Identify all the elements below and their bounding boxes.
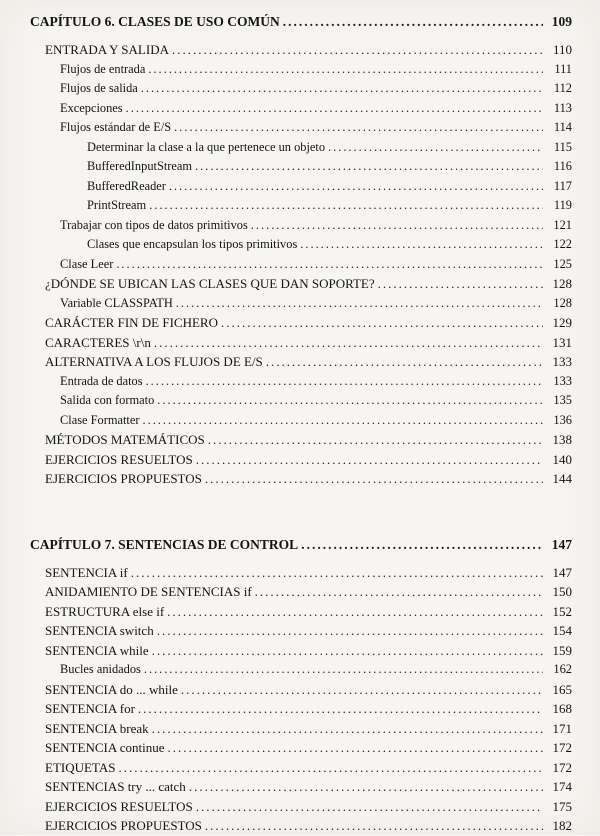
toc-entry-page-number: 182 xyxy=(552,818,572,833)
toc-entry-page-number: 128 xyxy=(553,295,572,310)
toc-entry-label: Clase Leer xyxy=(60,256,114,271)
toc-entry xyxy=(30,582,572,602)
dotted-leader xyxy=(141,79,543,99)
toc-entry-label: SENTENCIA continue xyxy=(45,740,165,755)
toc-entry-label: Flujos de entrada xyxy=(60,61,146,76)
toc-entry xyxy=(30,313,572,333)
dotted-leader xyxy=(176,294,543,314)
toc-entry-label: EJERCICIOS RESUELTOS xyxy=(45,798,193,814)
toc-entry-label: Bucles anidados xyxy=(60,662,141,676)
chapter-heading-page-number: 147 xyxy=(551,536,572,552)
toc-entry xyxy=(30,777,572,797)
toc-entry-label: PrintStream xyxy=(87,198,147,212)
dotted-leader xyxy=(255,582,543,602)
toc-entry-page-number: 144 xyxy=(552,471,572,486)
toc-entry-page-number: 140 xyxy=(552,451,572,467)
toc-entry-page-number: 110 xyxy=(552,42,572,57)
toc-entry xyxy=(30,563,572,583)
toc-entry-label: ESTRUCTURA else if xyxy=(45,603,165,619)
toc-entry xyxy=(30,738,572,758)
toc-entry-page-number: 147 xyxy=(552,564,572,580)
dotted-leader xyxy=(131,563,543,583)
toc-entry-label: Clase Formatter xyxy=(60,412,140,427)
toc-entry-label: ANIDAMIENTO DE SENTENCIAS if xyxy=(45,584,252,599)
toc-entry-label: Entrada de datos xyxy=(60,373,143,388)
toc-entry-page-number: 174 xyxy=(552,779,572,794)
dotted-leader xyxy=(138,699,543,719)
dotted-leader xyxy=(169,177,543,197)
toc-entry-page-number: 116 xyxy=(553,159,572,173)
toc-entry-label: SENTENCIA for xyxy=(45,701,135,716)
toc-entry-page-number: 129 xyxy=(552,315,572,330)
toc-entry xyxy=(30,235,572,255)
toc-entry xyxy=(30,660,572,680)
toc-entry xyxy=(30,294,572,314)
toc-entry-page-number: 154 xyxy=(552,623,572,638)
toc-entry-label: Salida con formato xyxy=(60,393,155,407)
dotted-leader xyxy=(143,411,544,431)
toc-entry-label: CARÁCTER FIN DE FICHERO xyxy=(45,315,218,330)
dotted-leader xyxy=(126,99,543,119)
toc-entry xyxy=(30,621,572,641)
dotted-leader xyxy=(283,12,543,32)
dotted-leader xyxy=(208,430,543,450)
toc-entry xyxy=(30,157,572,177)
toc-entry xyxy=(30,196,572,216)
dotted-leader xyxy=(152,719,543,739)
chapter-heading xyxy=(30,535,572,555)
toc-entry-page-number: 133 xyxy=(553,373,572,388)
dotted-leader xyxy=(378,274,543,294)
toc-entry xyxy=(30,699,572,719)
toc-entry-page-number: 119 xyxy=(553,198,572,212)
toc-entry-label: MÉTODOS MATEMÁTICOS xyxy=(45,432,205,447)
dotted-leader xyxy=(205,816,543,836)
dotted-leader xyxy=(221,313,543,333)
toc-entry xyxy=(30,118,572,138)
toc-entry xyxy=(30,719,572,739)
toc-entry-label: Determinar la clase a la que pertenece un objeto xyxy=(87,139,326,154)
dotted-leader xyxy=(196,797,543,817)
dotted-leader xyxy=(174,118,543,138)
toc-entry-label: SENTENCIA do ... while xyxy=(45,681,178,697)
chapter-heading-label: CAPÍTULO 6. CLASES DE USO COMÚN xyxy=(30,14,280,29)
toc-entry-page-number: 131 xyxy=(552,334,572,350)
toc-entry-label: EJERCICIOS RESUELTOS xyxy=(45,451,193,467)
dotted-leader xyxy=(118,758,543,778)
dotted-leader xyxy=(181,680,543,700)
chapter-gap xyxy=(30,555,572,563)
toc-entry xyxy=(30,216,572,236)
toc-entry-label: Clases que encapsulan los tipos primitivos xyxy=(87,237,298,251)
toc-entry-label: ALTERNATIVA A LOS FLUJOS DE E/S xyxy=(45,354,263,369)
toc-entry-page-number: 135 xyxy=(553,393,572,407)
toc-entry-label: SENTENCIA if xyxy=(45,564,128,580)
toc-entry-label: Flujos estándar de E/S xyxy=(60,120,172,134)
toc-entry-label: Variable CLASSPATH xyxy=(60,295,173,310)
toc-entry-label: EJERCICIOS PROPUESTOS xyxy=(45,471,202,486)
toc-entry-page-number: 111 xyxy=(554,61,572,76)
toc-entry xyxy=(30,680,572,700)
toc-entry-page-number: 117 xyxy=(553,178,572,193)
dotted-leader xyxy=(167,602,543,622)
toc-entry xyxy=(30,758,572,778)
dotted-leader xyxy=(328,138,543,158)
dotted-leader xyxy=(144,660,543,680)
toc-entry-page-number: 112 xyxy=(553,81,572,95)
dotted-leader xyxy=(266,352,543,372)
dotted-leader xyxy=(154,333,543,353)
toc-entry-page-number: 138 xyxy=(552,432,572,447)
toc-entry-page-number: 150 xyxy=(552,584,572,599)
toc-entry-label: Excepciones xyxy=(60,100,123,115)
toc-entry-page-number: 171 xyxy=(552,720,572,736)
dotted-leader xyxy=(152,641,543,661)
toc-entry-label: ENTRADA Y SALIDA xyxy=(45,42,169,57)
toc-entry-page-number: 175 xyxy=(552,798,572,814)
toc-entry xyxy=(30,60,572,80)
chapter-heading-page-number: 109 xyxy=(551,14,572,29)
dotted-leader xyxy=(148,60,543,80)
toc-entry xyxy=(30,372,572,392)
toc-entry-label: Trabajar con tipos de datos primitivos xyxy=(60,217,248,232)
dotted-leader xyxy=(149,196,543,216)
toc-entry xyxy=(30,274,572,294)
dotted-leader xyxy=(301,535,543,555)
toc-entry-page-number: 125 xyxy=(553,256,572,271)
dotted-leader xyxy=(172,40,543,60)
toc-entry-page-number: 128 xyxy=(552,276,572,291)
toc-entry xyxy=(30,333,572,353)
toc-entry-page-number: 136 xyxy=(553,412,572,427)
chapter-heading xyxy=(30,12,572,32)
dotted-leader xyxy=(189,777,543,797)
toc-entry-page-number: 121 xyxy=(553,217,572,232)
toc-entry xyxy=(30,411,572,431)
toc-entry-page-number: 113 xyxy=(553,100,572,115)
toc-entry xyxy=(30,430,572,450)
toc-entry xyxy=(30,40,572,60)
toc-entry xyxy=(30,138,572,158)
toc-entry-label: CARACTERES \r\n xyxy=(45,334,151,350)
toc-entry xyxy=(30,79,572,99)
toc-entry xyxy=(30,99,572,119)
toc-entry-label: BufferedInputStream xyxy=(87,159,193,173)
toc-entry-label: SENTENCIA while xyxy=(45,642,149,658)
dotted-leader xyxy=(205,469,543,489)
section-gap xyxy=(30,489,572,535)
toc-entry-page-number: 168 xyxy=(552,701,572,716)
toc-entry-label: SENTENCIA break xyxy=(45,720,149,736)
dotted-leader xyxy=(146,372,543,392)
dotted-leader xyxy=(116,255,543,275)
toc-entry-page-number: 115 xyxy=(553,139,572,154)
toc-entry-page-number: 122 xyxy=(553,237,572,251)
toc-entry-label: ETIQUETAS xyxy=(45,759,116,775)
toc-entry-page-number: 172 xyxy=(552,740,572,755)
toc-entry-page-number: 162 xyxy=(553,662,572,676)
toc-entry xyxy=(30,450,572,470)
toc-entry xyxy=(30,255,572,275)
toc-entry-label: ¿DÓNDE SE UBICAN LAS CLASES QUE DAN SOPORTE? xyxy=(45,276,375,291)
toc-entry-page-number: 152 xyxy=(552,603,572,619)
toc-entry-label: Flujos de salida xyxy=(60,81,138,95)
toc-entry xyxy=(30,469,572,489)
toc-entry-label: EJERCICIOS PROPUESTOS xyxy=(45,818,202,833)
toc-entry xyxy=(30,641,572,661)
toc-entry xyxy=(30,797,572,817)
toc-entry-page-number: 114 xyxy=(553,120,572,134)
dotted-leader xyxy=(196,450,543,470)
toc-entry-page-number: 159 xyxy=(552,642,572,658)
chapter-heading-label: CAPÍTULO 7. SENTENCIAS DE CONTROL xyxy=(30,536,299,552)
toc-entry-label: SENTENCIAS try ... catch xyxy=(45,779,186,794)
toc-entry xyxy=(30,177,572,197)
toc-entry-page-number: 133 xyxy=(552,354,572,369)
toc-entry xyxy=(30,391,572,411)
dotted-leader xyxy=(251,216,543,236)
toc-entry-label: BufferedReader xyxy=(87,178,166,193)
dotted-leader xyxy=(157,391,543,411)
toc-entry-page-number: 172 xyxy=(552,759,572,775)
toc-entry xyxy=(30,602,572,622)
toc-entry-label: SENTENCIA switch xyxy=(45,623,154,638)
toc-entry-page-number: 165 xyxy=(552,681,572,697)
chapter-gap xyxy=(30,32,572,40)
dotted-leader xyxy=(195,157,543,177)
dotted-leader xyxy=(168,738,543,758)
dotted-leader xyxy=(300,235,543,255)
toc-entry xyxy=(30,816,572,836)
toc-entry xyxy=(30,352,572,372)
dotted-leader xyxy=(157,621,543,641)
